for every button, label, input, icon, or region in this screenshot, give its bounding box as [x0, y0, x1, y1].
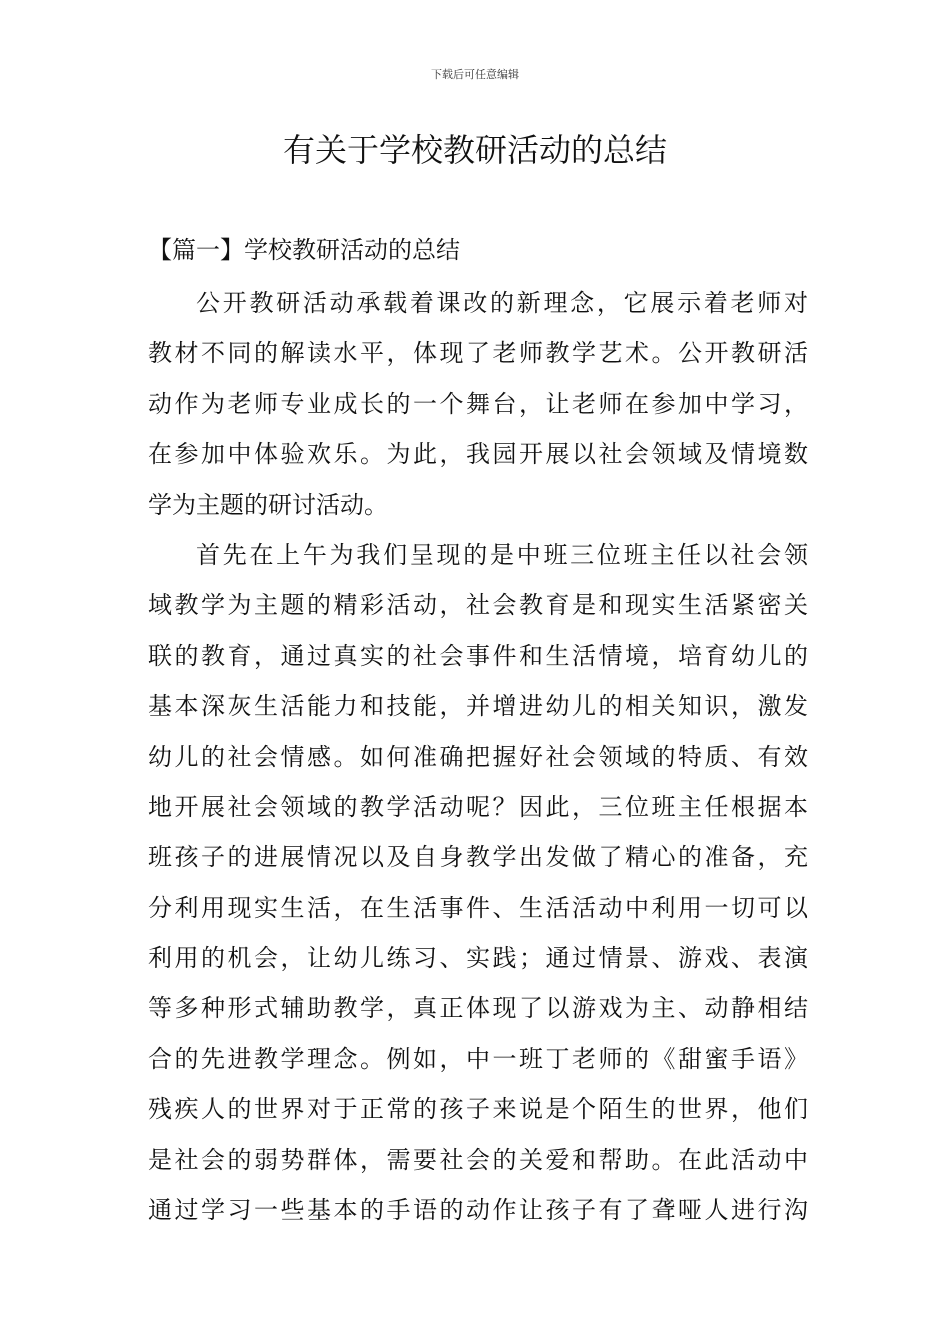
body-text [148, 278, 808, 1235]
paragraph-line: 分利用现实生活，在生活事件、生活活动中利用一切可以 [148, 893, 808, 922]
paragraph-line: 动作为老师专业成长的一个舞台，让老师在参加中学习， [148, 389, 808, 418]
paragraph-line: 首先在上午为我们呈现的是中班三位班主任以社会领 [196, 540, 808, 569]
document-title: 有关于学校教研活动的总结 [282, 131, 667, 169]
paragraph-line: 公开教研活动承载着课改的新理念，它展示着老师对 [196, 289, 808, 317]
paragraph [148, 278, 808, 530]
paragraph-line: 学为主题的研讨活动。 [148, 490, 388, 519]
paragraph-line: 班孩子的进展情况以及自身教学出发做了精心的准备，充 [148, 843, 808, 872]
paragraph-line: 等多种形式辅助教学，真正体现了以游戏为主、动静相结 [148, 994, 808, 1023]
paragraph-line: 残疾人的世界对于正常的孩子来说是个陌生的世界，他们 [148, 1095, 808, 1124]
paragraph-line: 合的先进教学理念。例如，中一班丁老师的《甜蜜手语》 [148, 1044, 808, 1073]
paragraph-line: 幼儿的社会情感。如何准确把握好社会领域的特质、有效 [148, 742, 808, 771]
header-note: 下载后可任意编辑 [431, 68, 519, 81]
paragraph-line: 在参加中体验欢乐。为此，我园开展以社会领域及情境数 [148, 440, 808, 469]
paragraph-line: 域教学为主题的精彩活动，社会教育是和现实生活紧密关 [148, 591, 808, 620]
paragraph-line: 利用的机会，让幼儿练习、实践；通过情景、游戏、表演 [148, 944, 808, 973]
paragraph-line: 教材不同的解读水平，体现了老师教学艺术。公开教研活 [148, 339, 808, 368]
paragraph-line: 联的教育，通过真实的社会事件和生活情境，培育幼儿的 [148, 641, 808, 670]
paragraph-line: 地开展社会领域的教学活动呢？因此，三位班主任根据本 [148, 792, 808, 821]
paragraph-line: 通过学习一些基本的手语的动作让孩子有了聋哑人进行沟 [148, 1196, 808, 1225]
paragraph-line: 基本深灰生活能力和技能，并增进幼儿的相关知识，激发 [148, 692, 808, 721]
section-heading: 【篇一】学校教研活动的总结 [148, 236, 460, 264]
paragraph-line: 是社会的弱势群体，需要社会的关爱和帮助。在此活动中 [148, 1145, 808, 1174]
paragraph [148, 530, 808, 1235]
